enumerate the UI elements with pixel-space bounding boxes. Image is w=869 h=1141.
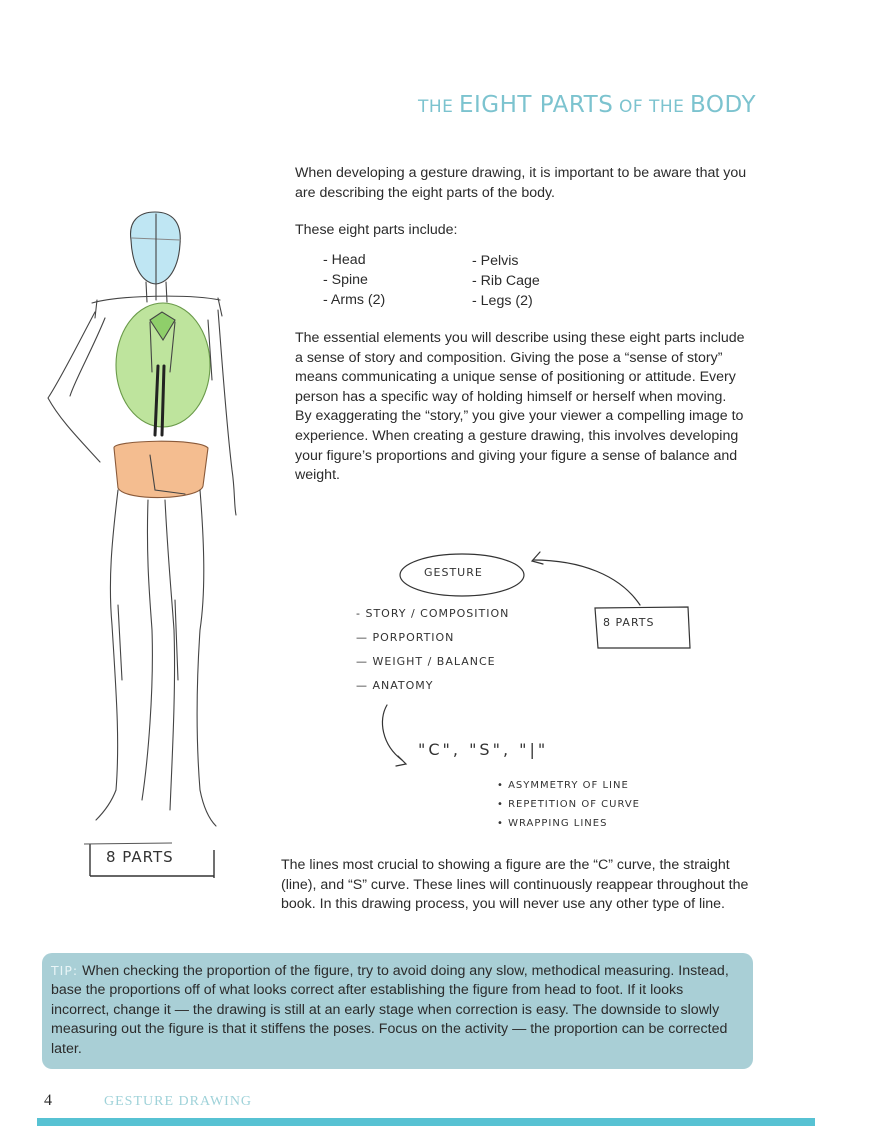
list-item: — ANATOMY — [356, 679, 434, 692]
list-item: - Pelvis — [472, 253, 519, 269]
page-number: 4 — [44, 1092, 52, 1109]
list-item: • WRAPPING LINES — [497, 818, 608, 829]
curve-bullets — [497, 776, 640, 833]
footer-rule — [37, 1118, 815, 1126]
tip-text — [51, 961, 741, 1059]
arrow-head — [532, 552, 543, 564]
lines-paragraph: The lines most crucial to showing a figure are the “C” curve, the straight (line), and “S” curve. These lines will continuously reappear throughout the book. In this drawing process, you will never use any other type of line. — [281, 857, 749, 913]
curves-bracket — [382, 705, 402, 760]
tip-label: TIP: — [51, 963, 79, 978]
list-item: — PORPORTION — [356, 631, 455, 644]
list-item: — WEIGHT / BALANCE — [356, 655, 496, 668]
tip-box — [42, 953, 753, 1069]
list-item: - STORY / COMPOSITION — [356, 607, 510, 620]
list-item: - Legs (2) — [472, 293, 533, 309]
list-item: - Spine — [323, 272, 368, 288]
list-item: • REPETITION OF CURVE — [497, 799, 641, 810]
arrow-curve — [533, 560, 640, 605]
title-body: BODY — [690, 92, 756, 118]
curves-note: "C", "S", "|" — [418, 740, 549, 759]
list-item: - Head — [323, 252, 366, 268]
title-the: THE — [417, 97, 454, 117]
title-eight-parts: EIGHT PARTS — [458, 92, 614, 118]
list-item: - Rib Cage — [472, 273, 540, 289]
story-paragraph: The essential elements you will describe using these eight parts include a sense of story and composition. Giving the pose a “sense of story” means communicating a unique sense of positioning or attitude. Every person has a specific way of holding himself or herself when moving. By exaggerating the “story,” you give your viewer a compelling image to experience. When creating a gesture drawing, this involves developing your figure’s proportions and giving your figure a sense of balance and weight. — [295, 330, 745, 484]
figure-label-text: 8 PARTS — [106, 848, 174, 866]
title-of-the: OF THE — [618, 97, 685, 117]
tip-body: When checking the proportion of the figure, try to avoid doing any slow, methodical measuring. Instead, base the proportions off of what looks correct after establishing the figure from head to foot. If it looks incorrect, change it — the drawing is still at an early stage when correction is easy. The downside to slowly measuring out the figure is that it stiffens the poses. Focus on the activity — the proportion can be corrected later. — [51, 963, 729, 1057]
list-item: • ASYMMETRY OF LINE — [497, 780, 629, 791]
parts-intro: These eight parts include: — [295, 222, 458, 238]
gesture-label: GESTURE — [424, 566, 483, 579]
gesture-items — [356, 602, 509, 698]
list-item: - Arms (2) — [323, 292, 386, 308]
eight-parts-note: 8 PARTS — [603, 616, 655, 629]
intro-paragraph: When developing a gesture drawing, it is important to be aware that you are describing the eight parts of the body. — [295, 165, 747, 201]
footer-book-title: GESTURE DRAWING — [104, 1094, 253, 1109]
